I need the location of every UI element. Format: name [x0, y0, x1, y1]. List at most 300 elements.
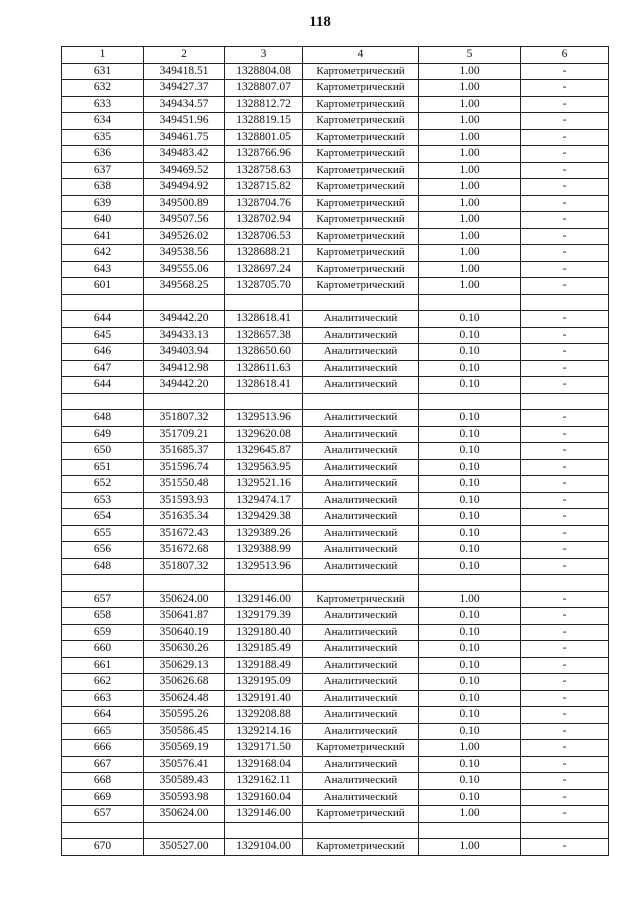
note-cell: -	[521, 360, 609, 377]
x-coordinate-cell: 349526.02	[144, 228, 225, 245]
point-number-cell: 634	[62, 113, 144, 130]
table-row	[62, 311, 609, 328]
x-coordinate-cell: 350586.45	[144, 723, 225, 740]
accuracy-cell: 0.10	[419, 525, 521, 542]
note-cell: -	[521, 839, 609, 856]
method-cell: Картометрический	[303, 179, 419, 196]
point-number-cell	[62, 294, 144, 311]
accuracy-cell: 0.10	[419, 773, 521, 790]
table-row	[62, 113, 609, 130]
y-coordinate-cell: 1329214.16	[225, 723, 303, 740]
table-row	[62, 212, 609, 229]
table-row	[62, 624, 609, 641]
x-coordinate-cell: 349434.57	[144, 96, 225, 113]
accuracy-cell: 0.10	[419, 558, 521, 575]
x-coordinate-cell: 351807.32	[144, 410, 225, 427]
x-coordinate-cell: 350630.26	[144, 641, 225, 658]
method-cell: Картометрический	[303, 278, 419, 295]
point-number-cell: 631	[62, 63, 144, 80]
point-number-cell: 646	[62, 344, 144, 361]
note-cell: -	[521, 707, 609, 724]
method-cell: Аналитический	[303, 509, 419, 526]
method-cell	[303, 393, 419, 410]
method-cell: Аналитический	[303, 789, 419, 806]
note-cell: -	[521, 773, 609, 790]
accuracy-cell: 1.00	[419, 228, 521, 245]
note-cell: -	[521, 245, 609, 262]
y-coordinate-cell: 1328819.15	[225, 113, 303, 130]
x-coordinate-cell: 350640.19	[144, 624, 225, 641]
accuracy-cell: 0.10	[419, 657, 521, 674]
point-number-cell: 654	[62, 509, 144, 526]
x-coordinate-cell: 351709.21	[144, 426, 225, 443]
x-coordinate-cell: 351807.32	[144, 558, 225, 575]
y-coordinate-cell	[225, 393, 303, 410]
column-header: 5	[419, 47, 521, 64]
method-cell: Аналитический	[303, 756, 419, 773]
y-coordinate-cell: 1329171.50	[225, 740, 303, 757]
point-number-cell: 665	[62, 723, 144, 740]
method-cell: Аналитический	[303, 410, 419, 427]
x-coordinate-cell: 349568.25	[144, 278, 225, 295]
accuracy-cell: 1.00	[419, 129, 521, 146]
table-row	[62, 377, 609, 394]
method-cell: Аналитический	[303, 558, 419, 575]
y-coordinate-cell: 1328758.63	[225, 162, 303, 179]
x-coordinate-cell: 349483.42	[144, 146, 225, 163]
x-coordinate-cell: 350629.13	[144, 657, 225, 674]
table-row	[62, 542, 609, 559]
table-separator-row	[62, 294, 609, 311]
y-coordinate-cell: 1329179.39	[225, 608, 303, 625]
y-coordinate-cell	[225, 575, 303, 592]
accuracy-cell: 1.00	[419, 806, 521, 823]
y-coordinate-cell: 1329185.49	[225, 641, 303, 658]
x-coordinate-cell: 351672.68	[144, 542, 225, 559]
y-coordinate-cell: 1328766.96	[225, 146, 303, 163]
point-number-cell: 650	[62, 443, 144, 460]
note-cell: -	[521, 344, 609, 361]
point-number-cell: 655	[62, 525, 144, 542]
x-coordinate-cell: 350624.00	[144, 806, 225, 823]
table-row	[62, 129, 609, 146]
y-coordinate-cell: 1329168.04	[225, 756, 303, 773]
y-coordinate-cell: 1329563.95	[225, 459, 303, 476]
accuracy-cell: 1.00	[419, 591, 521, 608]
accuracy-cell: 1.00	[419, 245, 521, 262]
x-coordinate-cell: 350527.00	[144, 839, 225, 856]
x-coordinate-cell: 349500.89	[144, 195, 225, 212]
x-coordinate-cell	[144, 575, 225, 592]
y-coordinate-cell: 1329388.99	[225, 542, 303, 559]
note-cell: -	[521, 377, 609, 394]
note-cell: -	[521, 657, 609, 674]
x-coordinate-cell: 351593.93	[144, 492, 225, 509]
x-coordinate-cell	[144, 294, 225, 311]
accuracy-cell: 1.00	[419, 63, 521, 80]
table-row	[62, 459, 609, 476]
table-row	[62, 641, 609, 658]
y-coordinate-cell: 1328697.24	[225, 261, 303, 278]
point-number-cell: 644	[62, 377, 144, 394]
method-cell: Аналитический	[303, 525, 419, 542]
method-cell: Картометрический	[303, 839, 419, 856]
note-cell: -	[521, 525, 609, 542]
x-coordinate-cell: 349433.13	[144, 327, 225, 344]
table-row	[62, 228, 609, 245]
table-header-row	[62, 47, 609, 64]
method-cell: Аналитический	[303, 608, 419, 625]
table-row	[62, 674, 609, 691]
table-row	[62, 740, 609, 757]
method-cell: Картометрический	[303, 806, 419, 823]
accuracy-cell: 0.10	[419, 360, 521, 377]
note-cell: -	[521, 146, 609, 163]
x-coordinate-cell: 349469.52	[144, 162, 225, 179]
point-number-cell: 663	[62, 690, 144, 707]
accuracy-cell: 0.10	[419, 492, 521, 509]
table-row	[62, 327, 609, 344]
table-row	[62, 558, 609, 575]
accuracy-cell: 0.10	[419, 459, 521, 476]
note-cell: -	[521, 129, 609, 146]
note-cell: -	[521, 311, 609, 328]
x-coordinate-cell: 349461.75	[144, 129, 225, 146]
point-number-cell: 662	[62, 674, 144, 691]
y-coordinate-cell: 1328704.76	[225, 195, 303, 212]
point-number-cell: 649	[62, 426, 144, 443]
method-cell: Картометрический	[303, 162, 419, 179]
column-header: 1	[62, 47, 144, 64]
method-cell	[303, 822, 419, 839]
point-number-cell: 638	[62, 179, 144, 196]
table-row	[62, 476, 609, 493]
y-coordinate-cell: 1329429.38	[225, 509, 303, 526]
accuracy-cell: 0.10	[419, 327, 521, 344]
note-cell: -	[521, 492, 609, 509]
x-coordinate-cell: 351672.43	[144, 525, 225, 542]
y-coordinate-cell: 1329195.09	[225, 674, 303, 691]
table-row	[62, 608, 609, 625]
point-number-cell: 643	[62, 261, 144, 278]
note-cell: -	[521, 113, 609, 130]
method-cell	[303, 294, 419, 311]
point-number-cell: 642	[62, 245, 144, 262]
accuracy-cell: 0.10	[419, 476, 521, 493]
accuracy-cell: 1.00	[419, 113, 521, 130]
point-number-cell: 652	[62, 476, 144, 493]
x-coordinate-cell: 349427.37	[144, 80, 225, 97]
x-coordinate-cell: 350595.26	[144, 707, 225, 724]
x-coordinate-cell	[144, 393, 225, 410]
note-cell: -	[521, 723, 609, 740]
y-coordinate-cell: 1328657.38	[225, 327, 303, 344]
method-cell: Аналитический	[303, 377, 419, 394]
method-cell: Картометрический	[303, 228, 419, 245]
method-cell: Аналитический	[303, 641, 419, 658]
note-cell: -	[521, 542, 609, 559]
method-cell: Картометрический	[303, 261, 419, 278]
accuracy-cell	[419, 575, 521, 592]
method-cell: Аналитический	[303, 443, 419, 460]
x-coordinate-cell: 350576.41	[144, 756, 225, 773]
y-coordinate-cell: 1329104.00	[225, 839, 303, 856]
note-cell: -	[521, 641, 609, 658]
point-number-cell: 637	[62, 162, 144, 179]
method-cell: Картометрический	[303, 63, 419, 80]
table-row	[62, 426, 609, 443]
point-number-cell: 670	[62, 839, 144, 856]
accuracy-cell: 0.10	[419, 542, 521, 559]
note-cell: -	[521, 591, 609, 608]
x-coordinate-cell: 350589.43	[144, 773, 225, 790]
table-row	[62, 146, 609, 163]
y-coordinate-cell: 1329389.26	[225, 525, 303, 542]
column-header: 4	[303, 47, 419, 64]
x-coordinate-cell: 350641.87	[144, 608, 225, 625]
method-cell: Аналитический	[303, 773, 419, 790]
note-cell: -	[521, 674, 609, 691]
accuracy-cell: 0.10	[419, 509, 521, 526]
y-coordinate-cell: 1328812.72	[225, 96, 303, 113]
x-coordinate-cell: 351550.48	[144, 476, 225, 493]
method-cell: Аналитический	[303, 344, 419, 361]
x-coordinate-cell: 350624.48	[144, 690, 225, 707]
note-cell	[521, 393, 609, 410]
note-cell: -	[521, 162, 609, 179]
y-coordinate-cell: 1329645.87	[225, 443, 303, 460]
method-cell: Аналитический	[303, 674, 419, 691]
point-number-cell: 668	[62, 773, 144, 790]
point-number-cell: 645	[62, 327, 144, 344]
table-row	[62, 410, 609, 427]
point-number-cell: 669	[62, 789, 144, 806]
table-row	[62, 278, 609, 295]
point-number-cell: 656	[62, 542, 144, 559]
x-coordinate-cell: 351635.34	[144, 509, 225, 526]
accuracy-cell: 0.10	[419, 789, 521, 806]
point-number-cell: 648	[62, 410, 144, 427]
point-number-cell: 657	[62, 806, 144, 823]
table-row	[62, 509, 609, 526]
y-coordinate-cell: 1328804.08	[225, 63, 303, 80]
table-row	[62, 690, 609, 707]
accuracy-cell: 1.00	[419, 212, 521, 229]
point-number-cell: 648	[62, 558, 144, 575]
table-row	[62, 657, 609, 674]
accuracy-cell: 0.10	[419, 344, 521, 361]
method-cell: Картометрический	[303, 113, 419, 130]
y-coordinate-cell: 1329620.08	[225, 426, 303, 443]
point-number-cell: 658	[62, 608, 144, 625]
column-header: 6	[521, 47, 609, 64]
point-number-cell: 660	[62, 641, 144, 658]
point-number-cell: 635	[62, 129, 144, 146]
x-coordinate-cell: 350593.98	[144, 789, 225, 806]
method-cell: Аналитический	[303, 723, 419, 740]
table-row	[62, 344, 609, 361]
method-cell: Картометрический	[303, 212, 419, 229]
note-cell: -	[521, 690, 609, 707]
accuracy-cell: 0.10	[419, 377, 521, 394]
method-cell: Аналитический	[303, 657, 419, 674]
point-number-cell: 661	[62, 657, 144, 674]
note-cell: -	[521, 756, 609, 773]
method-cell: Аналитический	[303, 311, 419, 328]
method-cell: Аналитический	[303, 476, 419, 493]
y-coordinate-cell: 1329513.96	[225, 558, 303, 575]
x-coordinate-cell: 350626.68	[144, 674, 225, 691]
x-coordinate-cell: 350624.00	[144, 591, 225, 608]
accuracy-cell: 0.10	[419, 624, 521, 641]
table-row	[62, 525, 609, 542]
method-cell: Картометрический	[303, 146, 419, 163]
accuracy-cell	[419, 294, 521, 311]
y-coordinate-cell: 1329521.16	[225, 476, 303, 493]
y-coordinate-cell: 1329146.00	[225, 806, 303, 823]
method-cell: Аналитический	[303, 360, 419, 377]
y-coordinate-cell: 1329188.49	[225, 657, 303, 674]
point-number-cell: 636	[62, 146, 144, 163]
method-cell: Аналитический	[303, 707, 419, 724]
x-coordinate-cell: 349538.56	[144, 245, 225, 262]
point-number-cell: 667	[62, 756, 144, 773]
table-separator-row	[62, 822, 609, 839]
note-cell: -	[521, 179, 609, 196]
note-cell: -	[521, 261, 609, 278]
note-cell	[521, 575, 609, 592]
accuracy-cell: 0.10	[419, 443, 521, 460]
note-cell: -	[521, 195, 609, 212]
x-coordinate-cell: 349418.51	[144, 63, 225, 80]
note-cell: -	[521, 212, 609, 229]
point-number-cell: 653	[62, 492, 144, 509]
note-cell: -	[521, 410, 609, 427]
note-cell: -	[521, 558, 609, 575]
method-cell: Картометрический	[303, 740, 419, 757]
y-coordinate-cell: 1328715.82	[225, 179, 303, 196]
x-coordinate-cell: 349403.94	[144, 344, 225, 361]
y-coordinate-cell: 1329191.40	[225, 690, 303, 707]
method-cell: Картометрический	[303, 129, 419, 146]
point-number-cell: 659	[62, 624, 144, 641]
table-row	[62, 492, 609, 509]
point-number-cell: 632	[62, 80, 144, 97]
table-row	[62, 195, 609, 212]
accuracy-cell: 0.10	[419, 674, 521, 691]
note-cell: -	[521, 96, 609, 113]
table-row	[62, 179, 609, 196]
y-coordinate-cell	[225, 822, 303, 839]
accuracy-cell: 1.00	[419, 162, 521, 179]
x-coordinate-cell: 349507.56	[144, 212, 225, 229]
note-cell: -	[521, 327, 609, 344]
point-number-cell: 641	[62, 228, 144, 245]
accuracy-cell	[419, 393, 521, 410]
accuracy-cell: 0.10	[419, 641, 521, 658]
x-coordinate-cell: 351685.37	[144, 443, 225, 460]
point-number-cell: 633	[62, 96, 144, 113]
accuracy-cell: 0.10	[419, 707, 521, 724]
y-coordinate-cell: 1328611.63	[225, 360, 303, 377]
y-coordinate-cell: 1328705.70	[225, 278, 303, 295]
table-row	[62, 443, 609, 460]
note-cell: -	[521, 63, 609, 80]
accuracy-cell: 0.10	[419, 690, 521, 707]
y-coordinate-cell: 1328706.53	[225, 228, 303, 245]
note-cell: -	[521, 459, 609, 476]
y-coordinate-cell: 1328650.60	[225, 344, 303, 361]
table-body	[62, 63, 609, 855]
method-cell: Аналитический	[303, 690, 419, 707]
table-row	[62, 839, 609, 856]
table-row	[62, 773, 609, 790]
y-coordinate-cell: 1329160.04	[225, 789, 303, 806]
method-cell: Картометрический	[303, 245, 419, 262]
x-coordinate-cell: 349442.20	[144, 377, 225, 394]
point-number-cell	[62, 575, 144, 592]
y-coordinate-cell: 1329208.88	[225, 707, 303, 724]
method-cell: Аналитический	[303, 459, 419, 476]
table-row	[62, 162, 609, 179]
accuracy-cell: 1.00	[419, 80, 521, 97]
accuracy-cell	[419, 822, 521, 839]
point-number-cell: 644	[62, 311, 144, 328]
y-coordinate-cell: 1329162.11	[225, 773, 303, 790]
table-row	[62, 261, 609, 278]
accuracy-cell: 1.00	[419, 278, 521, 295]
point-number-cell: 664	[62, 707, 144, 724]
accuracy-cell: 1.00	[419, 261, 521, 278]
point-number-cell	[62, 393, 144, 410]
method-cell: Картометрический	[303, 195, 419, 212]
table-row	[62, 707, 609, 724]
point-number-cell: 666	[62, 740, 144, 757]
accuracy-cell: 0.10	[419, 426, 521, 443]
y-coordinate-cell: 1328807.07	[225, 80, 303, 97]
accuracy-cell: 1.00	[419, 740, 521, 757]
x-coordinate-cell	[144, 822, 225, 839]
y-coordinate-cell: 1328702.94	[225, 212, 303, 229]
method-cell: Аналитический	[303, 327, 419, 344]
method-cell: Аналитический	[303, 492, 419, 509]
table-row	[62, 80, 609, 97]
note-cell: -	[521, 426, 609, 443]
method-cell	[303, 575, 419, 592]
point-number-cell: 647	[62, 360, 144, 377]
y-coordinate-cell: 1329474.17	[225, 492, 303, 509]
point-number-cell: 639	[62, 195, 144, 212]
point-number-cell: 657	[62, 591, 144, 608]
accuracy-cell: 1.00	[419, 195, 521, 212]
y-coordinate-cell: 1328618.41	[225, 377, 303, 394]
table-row	[62, 591, 609, 608]
y-coordinate-cell: 1329146.00	[225, 591, 303, 608]
page-number: 118	[309, 14, 331, 30]
accuracy-cell: 1.00	[419, 146, 521, 163]
note-cell: -	[521, 509, 609, 526]
method-cell: Аналитический	[303, 542, 419, 559]
y-coordinate-cell: 1328801.05	[225, 129, 303, 146]
table-row	[62, 63, 609, 80]
x-coordinate-cell: 351596.74	[144, 459, 225, 476]
note-cell: -	[521, 80, 609, 97]
table-separator-row	[62, 575, 609, 592]
note-cell: -	[521, 806, 609, 823]
method-cell: Картометрический	[303, 591, 419, 608]
table-row	[62, 96, 609, 113]
y-coordinate-cell: 1328618.41	[225, 311, 303, 328]
